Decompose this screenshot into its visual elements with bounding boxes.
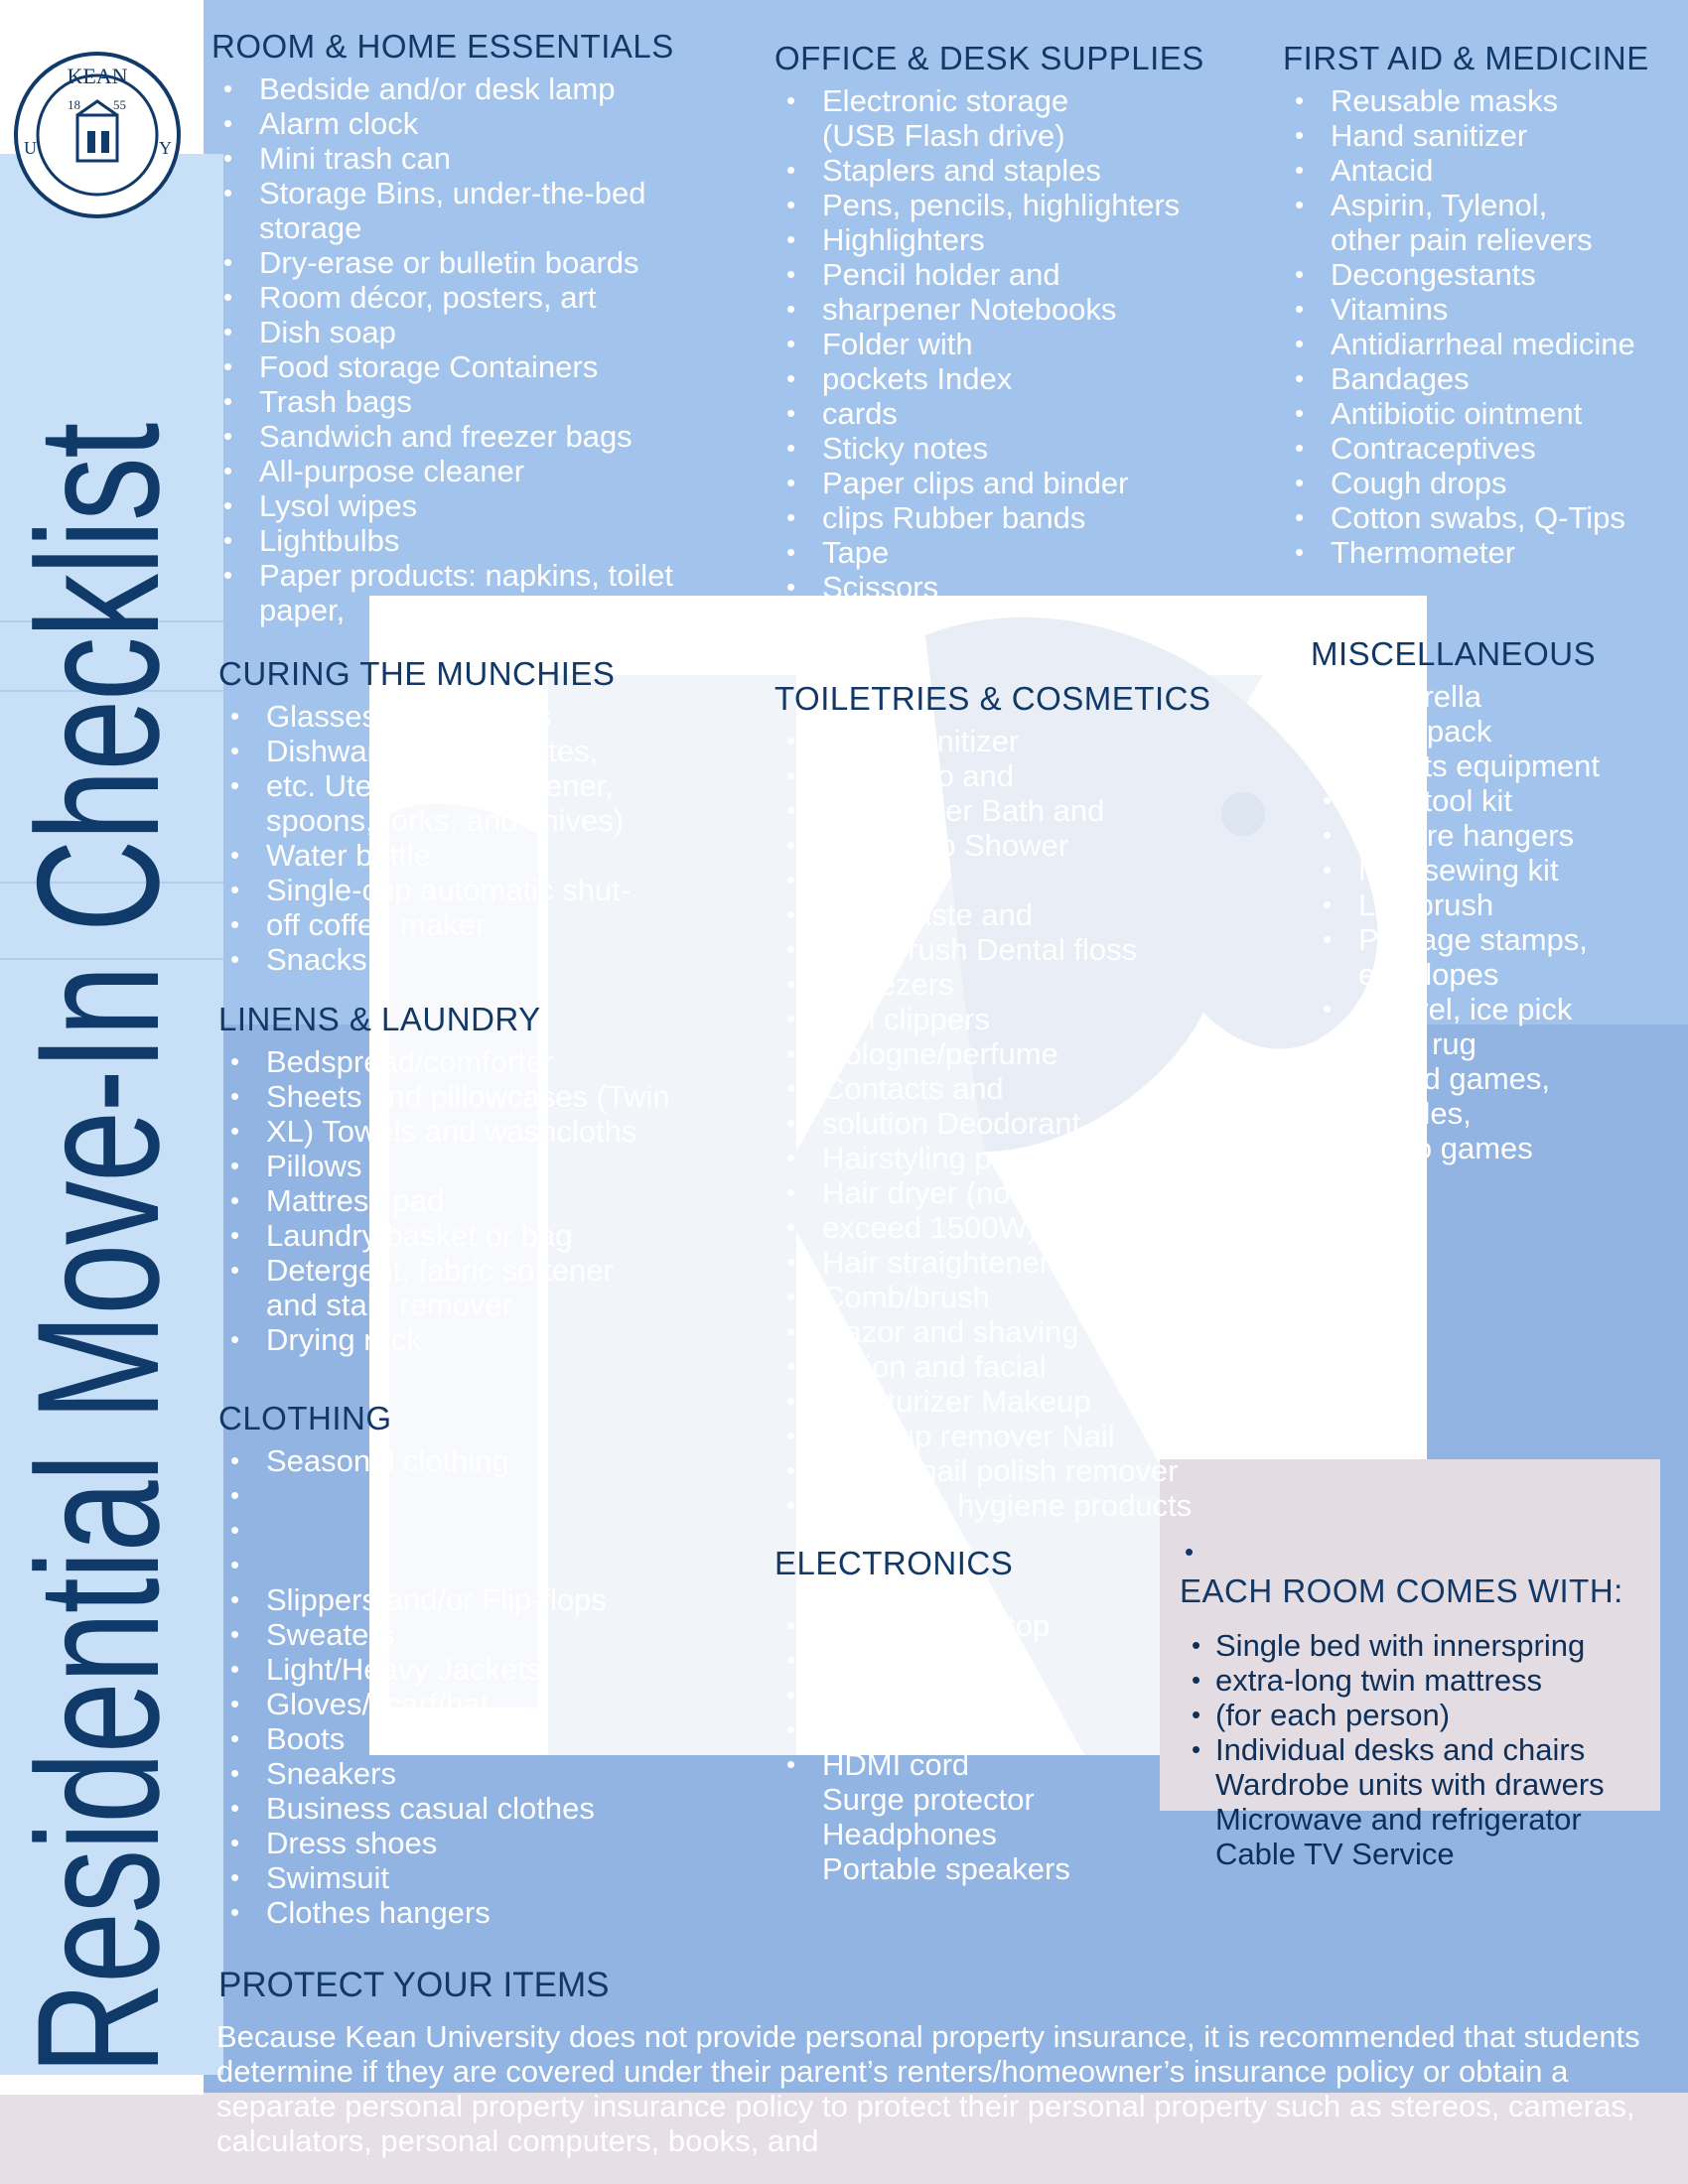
list-item: • Water bottle [218, 838, 695, 873]
list-item: • solution Deodorant [774, 1106, 1271, 1141]
list-item: • Dish soap [211, 315, 728, 349]
list-item: • Light/Heavy Jackets [218, 1652, 715, 1687]
linens-heading: LINENS & LAUNDRY [218, 1001, 541, 1037]
list-item: video games [1358, 1131, 1533, 1165]
list-item: • Lint brush [1311, 887, 1678, 922]
list-item: • Single-cup automatic shut- [218, 873, 695, 907]
list-item: puzzles, [1358, 1096, 1472, 1131]
list-item: • Hand sanitizer [1283, 118, 1680, 153]
list-item: storage [259, 210, 362, 245]
list-item: • Sneakers [218, 1756, 715, 1791]
logo-year-left: 18 [68, 97, 80, 112]
each-room-heading: EACH ROOM COMES WITH: [1180, 1572, 1623, 1609]
list-item: • caddy [774, 863, 1271, 897]
list-item: • Sandwich and freezer bags [211, 419, 728, 454]
list-item: • Mattress pad [218, 1183, 715, 1218]
clothing-section [218, 1400, 715, 1930]
list-item: • Dry-erase or bulletin boards [211, 245, 728, 280]
list-item: • face soap Shower [774, 828, 1271, 863]
list-item: • Razor and shaving cream [774, 1314, 1271, 1349]
list-item [218, 1478, 715, 1513]
list-item: Microwave and refrigerator [1215, 1802, 1582, 1837]
list-item: • Folder with [774, 327, 1251, 361]
list-item: • pockets Index [774, 361, 1251, 396]
toiletries-heading: TOILETRIES & COSMETICS [774, 680, 1211, 717]
list-item: • Mini tool kit [1311, 783, 1678, 818]
list-item: • Shovel, ice pick [1311, 992, 1678, 1026]
list-item: • moisturizer Makeup [774, 1384, 1271, 1419]
list-item: Cable TV Service [1215, 1837, 1455, 1871]
list-item: • Toothpaste and [774, 897, 1271, 932]
list-item: • Detergent, fabric softener [218, 1253, 715, 1288]
list-item: • Backpack [1311, 714, 1678, 749]
logo-letter-right: Y [159, 138, 172, 158]
list-item: • Cotton swabs, Q-Tips [1283, 500, 1680, 535]
list-item: • Nail clippers [774, 1002, 1271, 1036]
munchies-section [218, 655, 695, 977]
list-item: • Seasonal clothing [218, 1443, 715, 1478]
list-item: • etc. Utensils (can opener, [218, 768, 695, 803]
list-item: • Electronic storage [774, 83, 1251, 118]
list-item: • Sweaters [218, 1617, 715, 1652]
list-item: • (for each person) [1180, 1698, 1676, 1732]
munchies-heading: CURING THE MUNCHIES [218, 655, 616, 692]
office-heading: OFFICE & DESK SUPPLIES [774, 40, 1204, 76]
list-item: • Tweezers [774, 967, 1271, 1002]
protect-heading: PROTECT YOUR ITEMS [218, 1966, 610, 2004]
list-item: • Feminine hygiene products [774, 1488, 1271, 1523]
list-item: • Decongestants [1283, 257, 1680, 292]
list-item: • Mini trash can [211, 141, 728, 176]
list-item: • Pens, pencils, highlighters [774, 188, 1251, 222]
bullet-marker: • [1185, 1537, 1195, 1567]
list-item: • Postage stamps, [1311, 922, 1678, 957]
list-item: • Hair straightener [774, 1245, 1271, 1280]
list-item: • Vitamins [1283, 292, 1680, 327]
list-item: • Alarm clock [211, 106, 728, 141]
toiletries-section [774, 680, 1271, 1523]
electronics-heading: ELECTRONICS [774, 1545, 1014, 1581]
list-item: Surge protector [822, 1782, 1035, 1817]
list-item: • Picture hangers [1311, 818, 1678, 853]
list-item: • Sticky notes [774, 431, 1251, 466]
list-item: • Lotion and facial [774, 1349, 1271, 1384]
list-item: • Printer [774, 1712, 1172, 1747]
list-item: paper, [259, 593, 346, 627]
list-item: • Mini sewing kit [1311, 853, 1678, 887]
list-item: • HDMI cord [774, 1747, 1172, 1782]
list-item: • Staplers and staples [774, 153, 1251, 188]
room-home-section [211, 28, 728, 627]
list-item: • All-purpose cleaner [211, 454, 728, 488]
list-item: • Single bed with innerspring [1180, 1628, 1676, 1663]
list-item: • Contraceptives [1283, 431, 1680, 466]
list-item: Headphones [822, 1817, 997, 1851]
list-item: • Trash bags [211, 384, 728, 419]
list-item: • conditioner Bath and [774, 793, 1271, 828]
list-item: • Hairstyling products [774, 1141, 1271, 1175]
list-item: • Pencil holder and [774, 257, 1251, 292]
list-item: • exceed 1500W) [774, 1210, 1271, 1245]
list-item: spoons, forks, and knives) [266, 803, 625, 838]
list-item: • Lysol wipes [211, 488, 728, 523]
list-item: • toothbrush Dental floss [774, 932, 1271, 967]
list-item: • Clothes hangers [218, 1895, 715, 1930]
list-item: • Antidiarrheal medicine [1283, 327, 1680, 361]
kean-seal-logo [12, 50, 183, 220]
list-item: • sharpener Notebooks [774, 292, 1251, 327]
list-item: • clips Rubber bands [774, 500, 1251, 535]
list-item: • Glasses, mugs, cups [218, 699, 695, 734]
list-item: • Aspirin, Tylenol, [1283, 188, 1680, 222]
list-item: • Boots [218, 1721, 715, 1756]
list-item: • Room décor, posters, art [211, 280, 728, 315]
list-item: envelopes [1358, 957, 1499, 992]
misc-heading: MISCELLANEOUS [1311, 635, 1597, 672]
list-item: • Sports equipment [1311, 749, 1678, 783]
list-item: • Sheets and pillowcases (Twin [218, 1079, 715, 1114]
list-item: • Dishware, bowls, plates, [218, 734, 695, 768]
list-item: • off coffee maker [218, 907, 695, 942]
logo-top-text: KEAN [67, 64, 128, 88]
list-item: (USB Flash drive) [822, 118, 1065, 153]
clothing-heading: CLOTHING [218, 1400, 392, 1436]
list-item: • Cologne/perfume [774, 1036, 1271, 1071]
protect-paragraph: Because Kean University does not provide personal property insurance, it is recommended that students determine if they are covered under their parent’s renters/homeowner’s insurance policy or obtain a separate personal property insurance policy to protect their personal property such as stereos, cameras, calculators, personal computers, books, and [216, 2019, 1640, 2158]
list-item: • Highlighters [774, 222, 1251, 257]
logo-year-right: 55 [113, 97, 126, 112]
list-item: • Slippers and/or Flip-flops [218, 1582, 715, 1617]
list-item: • cards [774, 396, 1251, 431]
list-item: • Hair dryer (not to [774, 1175, 1271, 1210]
list-item: • polish, nail polish remover [774, 1453, 1271, 1488]
list-item: • Gloves/scarf/hat [218, 1687, 715, 1721]
list-item: • Storage Bins, under-the-bed [211, 176, 728, 210]
list-item: • Paper products: napkins, toilet [211, 558, 728, 593]
list-item: • Business casual clothes [218, 1791, 715, 1826]
list-item: • Bandages [1283, 361, 1680, 396]
office-section [774, 40, 1251, 605]
list-item: • Computer/laptop [774, 1608, 1172, 1643]
list-item: • Antibiotic ointment [1283, 396, 1680, 431]
list-item: • Food storage Containers [211, 349, 728, 384]
list-item: • Area rug [1311, 1026, 1678, 1061]
list-item: • Comb/brush [774, 1280, 1271, 1314]
list-item: • Drying rack [218, 1322, 715, 1357]
logo-letter-left: U [24, 138, 37, 158]
list-item: • Individual desks and chairs [1180, 1732, 1676, 1767]
list-item: • Contacts and [774, 1071, 1271, 1106]
list-item: • extra-long twin mattress [1180, 1663, 1676, 1698]
list-item: Wardrobe units with drawers [1215, 1767, 1605, 1802]
linens-section [218, 1001, 715, 1357]
list-item: • Keyboard [774, 1643, 1172, 1678]
list-item [218, 1513, 715, 1548]
list-item: • Shampoo and [774, 758, 1271, 793]
list-item: • Snacks [218, 942, 695, 977]
list-item: • Bedside and/or desk lamp [211, 71, 728, 106]
list-item: • Dress shoes [218, 1826, 715, 1860]
list-item: • Cough drops [1283, 466, 1680, 500]
room-home-heading: ROOM & HOME ESSENTIALS [211, 28, 674, 65]
first-aid-section [1283, 40, 1680, 570]
list-item: • Scissors [774, 570, 1251, 605]
each-room-section [1180, 1537, 1676, 1871]
list-item [218, 1548, 715, 1582]
list-item: • Makeup remover Nail [774, 1419, 1271, 1453]
list-item: other pain relievers [1331, 222, 1593, 257]
list-item: • Reusable masks [1283, 83, 1680, 118]
list-item: • Swimsuit [218, 1860, 715, 1895]
list-item: • Tape [774, 535, 1251, 570]
list-item: • Hand sanitizer [774, 724, 1271, 758]
list-item: • Lightbulbs [211, 523, 728, 558]
list-item: • Mouse [774, 1678, 1172, 1712]
list-item: • Bedspread/comforter [218, 1044, 715, 1079]
list-item: • Board games, [1311, 1061, 1678, 1096]
list-item: • XL) Towels and washcloths [218, 1114, 715, 1149]
first-aid-heading: FIRST AID & MEDICINE [1283, 40, 1649, 76]
list-item: • Umbrella [1311, 679, 1678, 714]
list-item: • Thermometer [1283, 535, 1680, 570]
list-item: • Laundry basket or bag [218, 1218, 715, 1253]
page-title: Residential Move-In Checklist [2, 424, 196, 2076]
list-item: • Pillows [218, 1149, 715, 1183]
list-item: • Paper clips and binder [774, 466, 1251, 500]
list-item: • Antacid [1283, 153, 1680, 188]
list-item: and stain remover [266, 1288, 513, 1322]
list-item: Portable speakers [822, 1851, 1070, 1886]
misc-section [1311, 635, 1678, 1165]
electronics-section [774, 1545, 1172, 1886]
